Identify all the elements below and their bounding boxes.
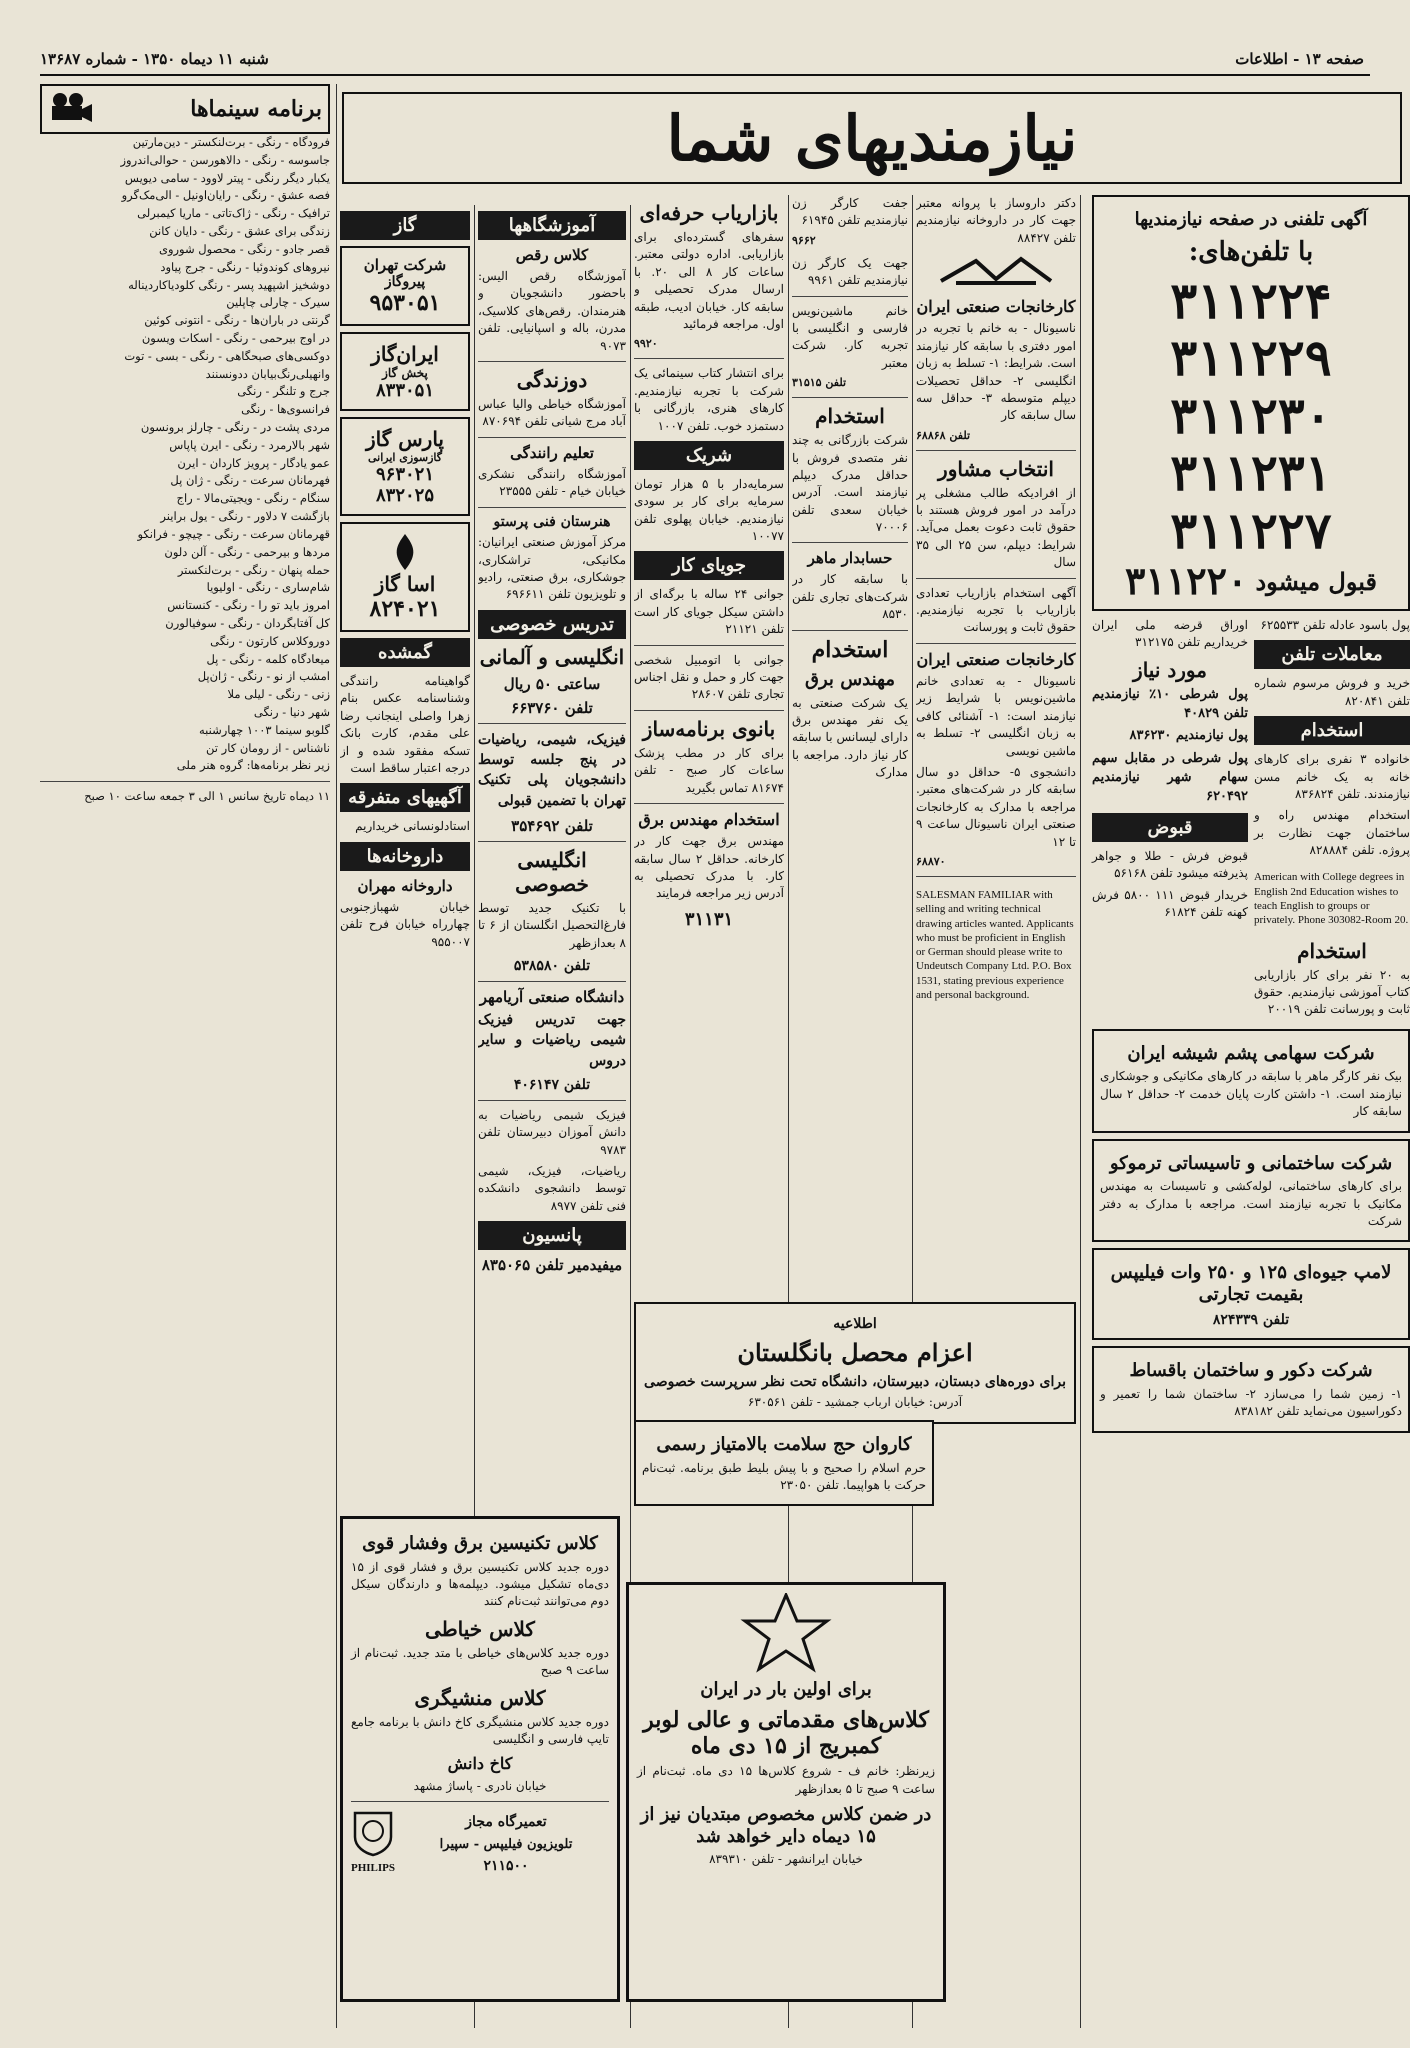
university-phone: تلفن ۴۰۶۱۴۷ bbox=[513, 1076, 591, 1093]
cinema-listing: زیر نظر برنامه‌ها: گروه هنر ملی bbox=[176, 758, 330, 773]
sewing-title: دوزندگی bbox=[516, 367, 588, 392]
cinema-listing: زنی - رنگی - لیلی ملا bbox=[227, 687, 330, 702]
phone-ad-title: آگهی تلفنی در صفحه نیازمندیها bbox=[1134, 209, 1368, 230]
job-seeker-bar: جویای کار bbox=[634, 551, 784, 580]
lost-item-text: گواهینامه رانندگی وشناسنامه عکس بنام زهرا واصلی اینجانب رضا علی مقدم، کارت بانک تسکه مفقود شده و از درجه اعتبار ساقط است bbox=[340, 674, 470, 775]
employment-text: شرکت بازرگانی به چند نفر متصدی فروش با حداقل مدرک دیپلم نیازمند است. آدرس خیابان سعدی تلفن ۷۰۰۰۶ bbox=[792, 433, 908, 535]
driving-title: تعلیم رانندگی bbox=[510, 443, 594, 462]
parsgaz-name: پارس گاز bbox=[366, 427, 444, 451]
factory2-text: ناسیونال - به تعدادی خانم ماشین‌نویس با شرایط زیر نیازمند است: ۱- آشنائی کافی به زبان انگلیسی ۲- تسلط به ماشین نویسی bbox=[916, 674, 1076, 758]
consultant-text: از افرادیکه طالب مشغلی پر درآمد در امور فروش هستند با حقوق ثابت دعوت بعمل می‌آید. شرایط: دیپلم، سن ۲۵ الی ۳۵ سال bbox=[916, 485, 1076, 570]
factory-text: ناسیونال - به خانم با تجربه در امور دفتری با سابقه کار نیازمند است. شرایط: ۱- تسلط به زبان انگلیسی ۲- حداقل تحصیلات دیپلم متوسطه ۳- حداقل سه سال سابقه کار bbox=[916, 321, 1076, 423]
cambridge-address: خیابان ایرانشهر - تلفن ۸۳۹۳۱۰ bbox=[709, 1852, 863, 1867]
cambridge-title: کلاس‌های مقدماتی و عالی لوبر کمبریج از ۱۵ دی ماه bbox=[643, 1706, 929, 1759]
irangaz-name: ایران‌گاز bbox=[371, 342, 439, 366]
employment-right-text: خانواده ۳ نفری برای کارهای خانه به یک خانم مسن نیازمندند. تلفن ۸۳۶۸۲۴ bbox=[1254, 752, 1410, 801]
cambridge-text: زیرنظر: خانم ف - شروع کلاس‌ها ۱۵ دی ماه. ثبت‌نام از ساعت ۹ صبح تا ۵ بعدازظهر bbox=[637, 1764, 935, 1796]
parsgaz-phone-1: ۹۶۳۰۲۱ bbox=[375, 464, 434, 485]
cinema-listing: عمو یادگار - پرویز کاردان - ایرن bbox=[177, 455, 330, 470]
need-title: مورد نیاز bbox=[1133, 657, 1207, 682]
technician-class-box bbox=[340, 1516, 620, 2002]
phone-number-5: ۳۱۱۲۲۷ bbox=[1170, 500, 1332, 560]
decor-box bbox=[1092, 1346, 1410, 1432]
pharmacy-text: خیابان شهبازجنوبی چهارراه خیابان فرح تلفن ۹۵۵۰۰۷ bbox=[340, 899, 470, 949]
divider bbox=[634, 803, 784, 804]
notice-title: اطلاعیه bbox=[833, 1316, 877, 1332]
sewing-class-text: دوره جدید کلاس‌های خیاطی با متد جدید. ثبت‌نام از ساعت ۹ صبح bbox=[351, 1645, 609, 1678]
cinema-listing: دوکسی‌های صبحگاهی - رنگی - بسی - توت bbox=[124, 348, 330, 363]
marketer-phone: ۹۹۲۰ bbox=[634, 337, 658, 351]
typist-text: خانم ماشین‌نویس فارسی و انگلیسی با تجربه کار. شرکت معتبر bbox=[792, 303, 908, 370]
receipts-bar: قبوض bbox=[1092, 813, 1248, 842]
lost-section-bar: گمشده bbox=[340, 638, 470, 667]
cinema-listing: شام‌ساری - رنگی - اولیویا bbox=[206, 580, 330, 595]
elec-engineer-phone: ۳۱۱۳۱ bbox=[684, 908, 734, 930]
cinema-listing: فرودگاه - رنگی - برت‌لنکستر - دین‌مارتین bbox=[132, 135, 330, 149]
dance-title: کلاس رقص bbox=[515, 246, 589, 264]
cinema-listing: میعادگاه کلمه - رنگی - پل bbox=[206, 651, 330, 666]
asagaz-ad bbox=[340, 522, 470, 632]
technician-title: کلاس تکنیسین برق وفشار قوی bbox=[362, 1533, 598, 1554]
divider bbox=[792, 397, 908, 398]
page-header-right: صفحه ۱۳ - اطلاعات bbox=[1235, 50, 1364, 68]
driver-text: جوانی با اتومبیل شخصی جهت کار و حمل و نقل اجناس تجاری تلفن ۲۸۶۰۷ bbox=[634, 652, 784, 702]
kakh-address: خیابان نادری - پاساژ مشهد bbox=[413, 1778, 547, 1793]
cinema-listing: قصر جادو - رنگی - محصول شوروی bbox=[158, 241, 330, 256]
sewing-text: آموزشگاه خیاطی والیا عباس آباد مرج شیانی تلفن ۸۷۰۶۹۴ bbox=[478, 396, 626, 429]
dance-text: آموزشگاه رقص الیس: باحضور دانشجویان و هنرمندان. رقص‌های کلاسیک، مدرن، باله و اسپانیایی. تلفن ۹۰۷۳ bbox=[478, 269, 626, 353]
private-tuition-bar: تدریس خصوصی bbox=[478, 610, 626, 639]
divider bbox=[478, 361, 626, 362]
cinema-listing: گلوبو سینما ۱۰۰۳ چهارشنبه bbox=[199, 722, 330, 737]
cinema-listing: کل آفتابگردان - رنگی - سوفیالورن bbox=[165, 615, 330, 630]
lamp-phone: تلفن ۸۲۴۳۳۹ bbox=[1212, 1311, 1290, 1328]
employment2-title: استخدام bbox=[1297, 938, 1367, 963]
divider bbox=[634, 710, 784, 711]
cinema-listing: در اوج بیرحمی - رنگی - اسکات ویسون bbox=[141, 330, 330, 345]
typist-phone: تلفن ۳۱۵۱۵ bbox=[792, 376, 847, 390]
factory-title: کارخانجات صنعتی ایران bbox=[916, 297, 1076, 317]
right-column bbox=[1084, 195, 1410, 2028]
factory-logo-icon bbox=[916, 251, 1076, 291]
factory-phone: تلفن ۶۸۸۶۸ bbox=[916, 428, 971, 442]
thermoco-title: شرکت ساختمانی و تاسیساتی ترموکو bbox=[1109, 1152, 1393, 1174]
second-worker-text: جهت یک کارگر زن نیازمندیم تلفن ۹۹۶۱ bbox=[792, 255, 908, 288]
cinema-listing: بازگشت ۷ دلاور - رنگی - یول براینر bbox=[160, 509, 330, 524]
cinema-listing: شهر بالارمرد - رنگی - ایرن پاپاس bbox=[169, 437, 330, 452]
notice-address: آدرس: خیابان ارباب جمشید - تلفن ۶۳۰۵۶۱ bbox=[747, 1395, 963, 1410]
marketer-text: سفرهای گسترده‌ای برای بازاریابی. اداره دولتی معتبر. ساعات کار ۸ الی ۲۰. با ارسال مدرک تحصیلی و سابقه کار. خیابان ادیب، طبقه اول. مراجعه فرمائید bbox=[634, 230, 784, 331]
cinema-listing: جاسوسه - رنگی - دالاهورسن - حوالی‌اندروز bbox=[120, 152, 330, 167]
tech-school-title: هنرستان فنی پرستو bbox=[493, 513, 611, 530]
secretary-class-text: دوره جدید کلاس منشیگری کاخ دانش با برنامه جامع تایپ فارسی و انگلیسی bbox=[351, 1714, 609, 1746]
phone-ad-foot: قبول میشود bbox=[1255, 566, 1377, 596]
phone-trade-text: خرید و فروش مرسوم شماره تلفن ۸۲۰۸۴۱ bbox=[1254, 676, 1410, 708]
cinema-listing: مردی پشت در - رنگی - چارلز برونسون bbox=[140, 420, 330, 434]
partner-text: سرمایه‌دار با ۵ هزار تومان سرمایه برای کار بر سودی نیازمندیم. خیابان پهلوی تلفن ۱۰۰۷۷ bbox=[634, 476, 784, 544]
cinema-listing: امروز باید تو را - رنگی - کنستانس bbox=[167, 598, 330, 613]
secretary-class-title: کلاس منشیگری bbox=[414, 1685, 546, 1710]
accountant-title: حسابدار ماهر bbox=[807, 549, 893, 568]
english-private-title: انگلیسی خصوصی bbox=[515, 848, 589, 897]
gas-section-bar: گاز bbox=[340, 211, 470, 240]
irangaz-sub: پخش گاز bbox=[382, 366, 428, 380]
divider bbox=[40, 781, 330, 782]
cinema-book-text: برای انتشار کتاب سینمائی یک شرکت با تجربه نیازمندیم. کارهای هنری، بازرگانی با دستمزد خوب. تلفن ۱۰۰۷ bbox=[634, 366, 784, 433]
elec-employ-text: یک شرکت صنعتی به یک نفر مهندس برق دارای لیسانس با سابقه کار نیاز دارد. مراجعه با مدارک bbox=[792, 695, 908, 780]
university-text: جهت تدریس فیزیک شیمی ریاضیات و سایر دروس bbox=[478, 1012, 626, 1069]
gas-phone: ۹۵۳۰۵۱ bbox=[369, 290, 441, 316]
cinema-footer: ۱۱ دیماه تاریخ سانس ۱ الی ۳ جمعه ساعت ۱۰ صبح bbox=[84, 789, 330, 804]
schools-section-bar: آموزشگاهها bbox=[478, 211, 626, 240]
phone-number-4: ۳۱۱۲۳۱ bbox=[1170, 443, 1332, 503]
job-seeker-text: جوانی ۲۴ ساله با برگه‌ای از داشتن سیکل جویای کار است تلفن ۲۱۱۲۱ bbox=[634, 587, 784, 637]
irangaz-phone: ۸۳۳۰۵۱ bbox=[375, 380, 434, 401]
repair-phone: ۲۱۱۵۰۰ bbox=[483, 1858, 529, 1875]
cinema-listing: جرج و تلنگر - رنگی bbox=[237, 384, 330, 399]
column-rule bbox=[1080, 195, 1081, 2028]
page-header-left: شنبه ۱۱ دیماه ۱۳۵۰ - شماره ۱۳۶۸۷ bbox=[40, 50, 269, 68]
cinema-listing: یکبار دیگر رنگی - پیتر لاوود - سامی دیویس bbox=[124, 170, 330, 185]
english-private-phone: تلفن ۵۳۸۵۸۰ bbox=[513, 958, 591, 975]
thermoco-text: برای کارهای ساختمانی، لوله‌کشی و تاسیسات به مهندس مکانیک با تجربه نیازمند است. مراجعه با مدارک به دفتر شرکت bbox=[1100, 1179, 1402, 1228]
flame-icon bbox=[350, 532, 460, 572]
marketer-title: بازاریاب حرفه‌ای bbox=[639, 201, 779, 225]
en-de-price: ساعتی ۵۰ ریال bbox=[503, 674, 601, 693]
phone-number-3: ۳۱۱۲۳۰ bbox=[1170, 385, 1332, 445]
divider bbox=[478, 507, 626, 508]
en-de-phone: تلفن ۶۶۳۷۶۰ bbox=[511, 698, 593, 717]
cinema-listing: دوروکلاس کارتون - رنگی bbox=[210, 633, 330, 648]
employment-title: استخدام bbox=[815, 404, 885, 429]
asagaz-name: اسا گاز bbox=[374, 572, 436, 596]
divider bbox=[916, 578, 1076, 579]
female-worker-text: جفت کارگر زن نیازمندیم تلفن ۶۱۹۴۵ bbox=[792, 196, 908, 228]
misc-text: استادلونسانی خریداریم bbox=[355, 819, 470, 834]
university-title: دانشگاه صنعتی آریامهر bbox=[479, 988, 625, 1007]
cinema-listing: حمله پنهان - رنگی - برت‌لنکستر bbox=[177, 562, 330, 577]
cinema-listing: امشب از نو - رنگی - ژان‌پل bbox=[197, 669, 330, 684]
kakh-danesh: کاخ دانش bbox=[447, 1754, 513, 1774]
decor-title: شرکت دکور و ساختمان باقساط bbox=[1129, 1360, 1373, 1382]
notice-box bbox=[634, 1302, 1076, 1424]
misc-section-bar: آگهیهای متفرقه bbox=[340, 783, 470, 812]
cinema-listing: ترافیک - رنگی - ژاک‌تاتی - ماریا کیمبرلی bbox=[137, 206, 330, 221]
philips-wordmark: PHILIPS bbox=[351, 1862, 396, 1875]
lady-title: بانوی برنامه‌ساز bbox=[642, 716, 776, 741]
english-tutor-ad: American with College degrees in English 2nd Education wishes to teach English to groups or privately. Phone 303082-Room 20. bbox=[1254, 871, 1409, 927]
gas-tagline: پیرو‌گاز bbox=[384, 274, 426, 290]
employment2-text: به ۲۰ نفر برای کار بازاریابی کتاب آموزشی نیازمندیم. حقوق ثابت و پورسانت تلفن ۲۰۰۱۹ bbox=[1254, 967, 1410, 1017]
divider bbox=[478, 1100, 626, 1101]
glass-company-text: بیک نفر کارگر ماهر با سابقه در کارهای مکانیکی و جوشکاری نیازمند است. ۱- داشتن کارت پایان خدمت ۲- حداقل ۲ سال سابقه کار bbox=[1100, 1069, 1403, 1119]
cambridge-sub: برای اولین بار در ایران bbox=[700, 1679, 872, 1700]
cinema-listings bbox=[40, 134, 330, 775]
hajj-text: حرم اسلام را صحیح و با پیش بلیط طبق برنامه. ثبت‌نام حرکت با هواپیما. تلفن ۲۳۰۵۰ bbox=[642, 1460, 926, 1492]
cinema-listing: فرانسوی‌ها - رنگی bbox=[241, 402, 330, 417]
gas-logo-text: شرکت تهران bbox=[363, 256, 447, 274]
receipts-text: قبوض فرش - طلا و جواهر پذیرفته میشود تلفن ۵۶۱۶۸ bbox=[1092, 848, 1248, 881]
phone-number-1: ۳۱۱۲۲۴ bbox=[1170, 270, 1332, 330]
recruit-text: آگهی استخدام بازاریاب تعدادی بازاریاب با تجربه نیازمندیم. حقوق ثابت و پورسانت bbox=[916, 585, 1076, 635]
parsgaz-phone-2: ۸۳۲۰۲۵ bbox=[375, 485, 434, 506]
divider bbox=[792, 630, 908, 631]
physics2-text: فیزیک شیمی ریاضیات به دانش آموزان دبیرستان تلفن ۹۷۸۳ bbox=[478, 1107, 626, 1157]
glass-company-title: شرکت سهامی پشم شیشه ایران bbox=[1127, 1042, 1375, 1064]
divider bbox=[478, 841, 626, 842]
divider bbox=[916, 876, 1076, 877]
irangaz-ad bbox=[340, 332, 470, 411]
asagaz-phone: ۸۲۴۰۲۱ bbox=[369, 596, 441, 622]
lamp-box bbox=[1092, 1248, 1410, 1340]
divider bbox=[916, 450, 1076, 451]
partner-section-bar: شریک bbox=[634, 441, 784, 470]
notice-main: اعزام محصل بانگلستان bbox=[737, 1337, 973, 1367]
column-rule bbox=[336, 84, 337, 2028]
cinema-listing: گرنتی در باران‌ها - رنگی - انتونی کوئین bbox=[144, 313, 330, 328]
emblem-icon bbox=[637, 1593, 935, 1673]
need3-text: پول شرطی در مقابل سهم سهام شهر نیازمندیم ۶۲۰۴۹۲ bbox=[1092, 751, 1248, 804]
divider bbox=[792, 296, 908, 297]
cinema-header-box bbox=[40, 84, 330, 134]
pharmacy-section-bar: داروخانه‌ها bbox=[340, 842, 470, 871]
parsgaz-ad bbox=[340, 417, 470, 516]
female-worker-phone: ۹۶۶۲ bbox=[792, 233, 816, 247]
cinema-listing: سنگام - رنگی - ویجیتی‌مالا - راج bbox=[176, 491, 330, 506]
driving-text: آموزشگاه رانندگی نشکری خیابان خیام - تلفن ۲۳۵۵۵ bbox=[478, 466, 626, 499]
physics-tuition-phone: تلفن ۳۵۴۶۹۲ bbox=[511, 817, 593, 836]
hajj-title: کاروان حج سلامت بالامتیاز رسمی bbox=[656, 1434, 912, 1455]
engineer-text: استخدام مهندس راه و ساختمان جهت نظارت بر پروژه. تلفن ۸۲۸۸۸۴ bbox=[1254, 808, 1410, 858]
math-text: ریاضیات، فیزیک، شیمی توسط دانشجوی دانشکده فنی تلفن ۸۹۷۷ bbox=[478, 1163, 626, 1213]
cinema-listing: نیروهای کوندوئیا - رنگی - جرج پیاود bbox=[160, 259, 330, 274]
phone-number-2: ۳۱۱۲۲۹ bbox=[1170, 328, 1332, 388]
philips-shield-icon bbox=[351, 1811, 395, 1861]
elec-employ-sub: مهندس برق bbox=[805, 669, 895, 691]
thermoco-box bbox=[1092, 1139, 1410, 1243]
cinema-title: برنامه سینماها bbox=[190, 96, 322, 122]
gas-ad bbox=[340, 246, 470, 326]
bonds-text: پول باسود عادله تلفن ۶۲۵۵۳۳ bbox=[1260, 617, 1410, 632]
cinema-column bbox=[40, 84, 330, 2028]
consultant-title: انتخاب مشاور bbox=[938, 456, 1054, 481]
glass-company-box bbox=[1092, 1029, 1410, 1133]
film-camera-icon bbox=[48, 92, 94, 126]
employment-bar: استخدام bbox=[1254, 716, 1410, 745]
cinema-listing: فهرمانان سرعت - رنگی - ژان پل bbox=[170, 473, 330, 488]
english-private-text: با تکنیک جدید توسط فارغ‌التحصیل انگلستان از ۶ تا ۸ بعدازظهر bbox=[478, 901, 626, 950]
decor-text: ۱- زمین شما را می‌سازد ۲- ساختمان شما را تعمیر و دکوراسیون می‌نماید تلفن ۸۳۸۱۸۲ bbox=[1100, 1386, 1402, 1419]
cinema-listing: شهر دنیا - رنگی bbox=[253, 705, 330, 719]
cinema-listing: ناشناس - از رومان کار تن bbox=[206, 740, 330, 755]
lady-text: برای کار در مطب پزشک ساعات کار صبح - تلفن ۸۱۶۷۴ تماس بگیرید bbox=[634, 745, 784, 795]
divider bbox=[478, 723, 626, 724]
divider bbox=[792, 542, 908, 543]
pansion-text: میفیدمیر تلفن ۸۳۵۰۶۵ bbox=[481, 1256, 623, 1275]
elec-engineer-text: مهندس برق جهت کار در کارخانه. حداقل ۲ سال سابقه کار. با مدرک تحصیلی به آدرس زیر مراجعه فرمایند bbox=[634, 834, 784, 901]
pharmacy-title: داروخانه مهران bbox=[357, 876, 453, 895]
need2-text: پول نیازمندیم ۸۳۶۲۳۰ bbox=[1129, 728, 1248, 744]
factory3-phone: ۶۸۸۷۰ bbox=[916, 854, 946, 868]
repair-title: تعمیرگاه مجاز bbox=[465, 1813, 547, 1830]
cinema-listing: وانهیلی‌رنگ‌بیابان ددونسنند bbox=[205, 366, 330, 381]
classifieds-banner: نیازمندیهای شما bbox=[342, 92, 1402, 184]
parsgaz-text: گازسوزی ایرانی bbox=[367, 451, 443, 464]
accountant-text: با سابقه کار در شرکت‌های تجاری تلفن ۸۵۳۰ bbox=[792, 572, 908, 622]
divider bbox=[351, 1801, 609, 1802]
pharmacist-text: دکتر داروساز با پروانه معتبر جهت کار در داروخانه نیازمندیم تلفن ۸۸۴۲۷ bbox=[916, 196, 1076, 245]
en-de-title: انگلیسی و آلمانی bbox=[479, 644, 625, 669]
cinema-listing: فصه عشق - رنگی - رایان‌اونیل - الی‌مک‌گرو bbox=[121, 188, 330, 203]
cambridge-class-box bbox=[626, 1582, 946, 2002]
pansion-bar: پانسیون bbox=[478, 1221, 626, 1250]
physics-tuition-text: فیزیک، شیمی، ریاضیات در پنج جلسه توسط دانشجویان پلی تکنیک تهران با تضمین قبولی bbox=[478, 731, 626, 809]
tech-school-text: مرکز آموزش صنعتی ایرانیان: مکانیکی، تراشکاری، جوشکاری، برق صنعتی، رادیو و تلویزیون تلفن ۶۹۶۶۱۱ bbox=[478, 535, 626, 602]
factory3-text: دانشجوی ۵- حداقل دو سال سابقه کار در شرکت‌های معتبر. مراجعه با مدارک به کارخانجات صنعتی ایران ناسیونال ساعت ۹ تا ۱۲ bbox=[916, 764, 1076, 849]
divider bbox=[634, 645, 784, 646]
header-rule bbox=[40, 74, 1370, 76]
cinema-listing: سیرک - چارلی چاپلین bbox=[226, 295, 330, 310]
loan-papers-text: اوراق قرضه ملی ایران خریداریم تلفن ۳۱۲۱۷۵ bbox=[1092, 617, 1248, 650]
cinema-listing: مردها و بیرحمی - رنگی - آلن دلون bbox=[164, 544, 330, 559]
sewing-class-title: کلاس خیاطی bbox=[425, 1616, 535, 1641]
salesman-ad: SALESMAN FAMILIAR with selling and writing technical drawing articles wanted. Applicants who must be proficient in English or German should please write to Undeutsch Company Ltd. P.O. Box 1531, stating previous experience and personal background. bbox=[916, 888, 1074, 1001]
phone-trade-bar: معاملات تلفن bbox=[1254, 640, 1410, 669]
divider bbox=[478, 437, 626, 438]
divider bbox=[916, 643, 1076, 644]
need-text: پول شرطی ۱۰٪ نیازمندیم تلفن ۴۰۸۲۹ bbox=[1092, 686, 1248, 721]
divider bbox=[478, 981, 626, 982]
phone-ad-label: با تلفن‌های: bbox=[1188, 236, 1314, 267]
hajj-box bbox=[634, 1420, 934, 1506]
elec-employ-title: استخدام bbox=[811, 636, 889, 663]
cinema-listing: قهرمانان سرعت - رنگی - چیچو - فرانکو bbox=[137, 526, 330, 541]
factory2-title: کارخانجات صنعتی ایران bbox=[916, 649, 1076, 669]
cinema-listing: دوشخیز اشپهید پسر - رنگی کلودیاکاردیناله bbox=[128, 277, 330, 292]
cinema-listing: زندگی برای عشق - رنگی - دایان کانن bbox=[149, 224, 330, 239]
divider bbox=[634, 358, 784, 359]
technician-text: دوره جدید کلاس تکنیسین برق و فشار قوی از ۱۵ دی‌ماه تشکیل میشود. دیپلمه‌ها و دارندگان سیکل دوم می‌توانند ثبت‌نام کنند bbox=[351, 1559, 609, 1609]
elec-engineer-title: استخدام مهندس برق bbox=[638, 809, 780, 829]
cambridge-foot: در ضمن کلاس مخصوص مبتدیان نیز از ۱۵ دیماه دایر خواهد شد bbox=[640, 1804, 932, 1847]
repair-sub: تلویزیون فیلیپس - سپیرا bbox=[439, 1836, 573, 1852]
phone-number-6: ۳۱۱۲۲۰ bbox=[1125, 558, 1248, 604]
phone-ad-box bbox=[1092, 195, 1410, 611]
lamp-title: لامپ جیوه‌ای ۱۲۵ و ۲۵۰ وات فیلیپس بقیمت تجارتی bbox=[1110, 1262, 1392, 1305]
receipts2-text: خریدار قبوض ۱۱۱ ۵۸۰۰ فرش کهنه تلفن ۶۱۸۲۴ bbox=[1092, 887, 1248, 919]
notice-sub: برای دوره‌های دبستان، دبیرستان، دانشگاه تحت نظر سرپرست خصوصی bbox=[644, 1373, 1066, 1390]
